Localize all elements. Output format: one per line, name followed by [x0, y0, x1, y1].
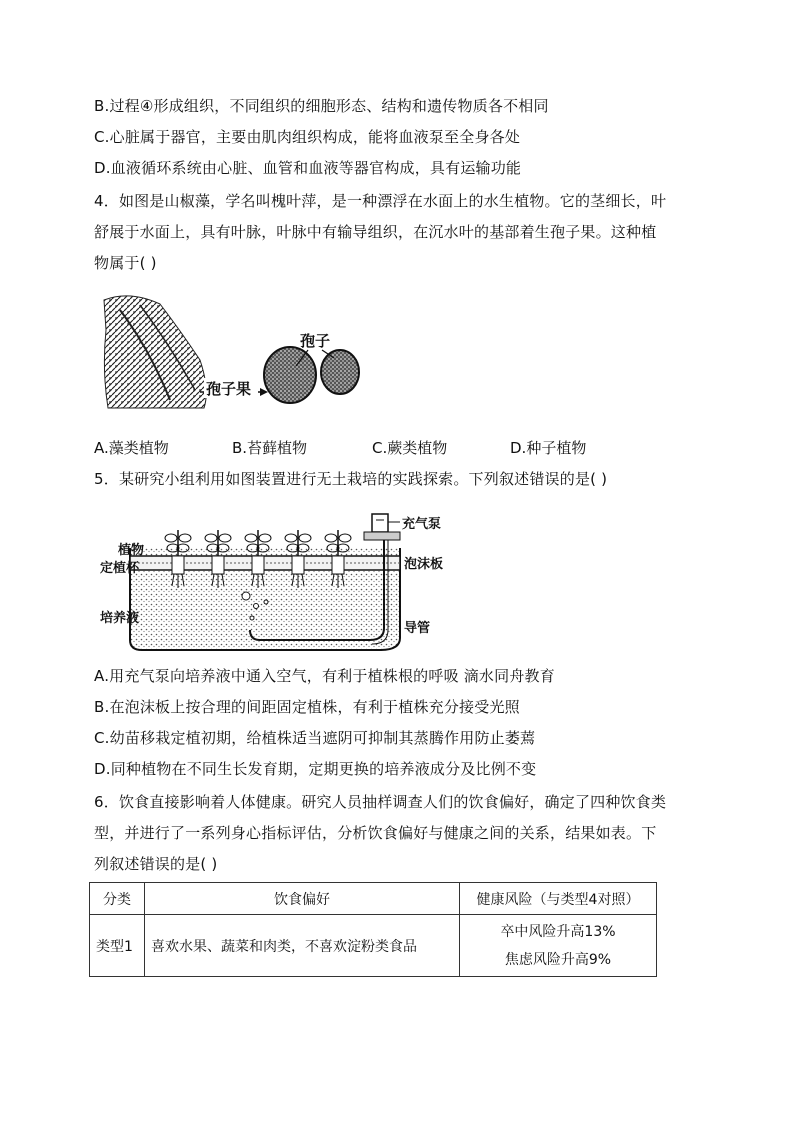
header-health-risk: 健康风险（与类型4对照） [460, 883, 657, 915]
q4-option-b[interactable]: B.苔藓植物 [232, 439, 308, 457]
q6-stem-line3: 列叙述错误的是( ) [94, 855, 218, 873]
label-sporocarp: 孢子果 [206, 380, 252, 398]
label-tube: 导管 [404, 621, 431, 636]
q6-stem-line1: 6．饮食直接影响着人体健康。研究人员抽样调查人们的饮食偏好，确定了四种饮食类 [94, 793, 667, 811]
q4-option-d[interactable]: D.种子植物 [510, 439, 587, 457]
table-header-row [90, 883, 657, 915]
q3-option-d: D.血液循环系统由心脏、血管和血液等器官构成，具有运输功能 [94, 159, 522, 177]
q4-stem-line2: 舒展于水面上，具有叶脉，叶脉中有输导组织，在沉水叶的基部着生孢子果。这种植 [94, 223, 657, 241]
q5-option-a: A.用充气泵向培养液中通入空气，有利于植株根的呼吸 滴水同舟教育 [94, 667, 555, 685]
q5-stem: 5．某研究小组利用如图装置进行无土栽培的实践探索。下列叙述错误的是( ) [94, 470, 608, 488]
q4-stem-line1: 4．如图是山椒藻，学名叫槐叶萍，是一种漂浮在水面上的水生植物。它的茎细长，叶 [94, 192, 667, 210]
q5-option-d: D.同种植物在不同生长发育期，定期更换的培养液成分及比例不变 [94, 760, 537, 778]
cell-preference: 喜欢水果、蔬菜和肉类，不喜欢淀粉类食品 [145, 915, 460, 977]
header-diet-preference: 饮食偏好 [145, 883, 460, 915]
q4-option-c[interactable]: C.蕨类植物 [372, 439, 448, 457]
header-category: 分类 [90, 883, 145, 915]
q3-option-c: C.心脏属于器官，主要由肌肉组织构成，能将血液泵至全身各处 [94, 128, 521, 146]
label-spore: 孢子 [300, 332, 331, 350]
air-pump [372, 514, 388, 532]
cell-risk [460, 915, 657, 977]
q5-figure-hydroponics [100, 508, 460, 658]
label-pump: 充气泵 [402, 517, 442, 532]
risk-stroke: 卒中风险升高13% [500, 923, 616, 940]
q4-stem-line3: 物属于( ) [94, 254, 157, 272]
label-plant: 植物 [118, 543, 145, 558]
fern-leaf-cluster [104, 296, 206, 408]
label-solution: 培养液 [100, 611, 140, 626]
risk-anxiety: 焦虑风险升高9% [504, 951, 612, 968]
cell-type: 类型1 [90, 915, 145, 977]
q6-stem-line2: 型，并进行了一系列身心指标评估，分析饮食偏好与健康之间的关系，结果如表。下 [94, 824, 657, 842]
table-row [90, 915, 657, 977]
label-foam: 泡沫板 [404, 557, 444, 572]
q6-diet-table [89, 882, 657, 977]
q5-option-b: B.在泡沫板上按合理的间距固定植株，有利于植株充分接受光照 [94, 698, 520, 716]
sporocarp-small [321, 350, 359, 394]
q5-option-c: C.幼苗移栽定植初期，给植株适当遮阴可抑制其蒸腾作用防止萎蔫 [94, 729, 536, 747]
label-cup: 定植杯 [100, 561, 140, 576]
q4-option-a[interactable]: A.藻类植物 [94, 439, 169, 457]
sporocarp-large [264, 347, 316, 403]
q3-option-b: B.过程④形成组织，不同组织的细胞形态、结构和遗传物质各不相同 [94, 97, 549, 115]
q4-figure-water-fern [100, 290, 380, 420]
